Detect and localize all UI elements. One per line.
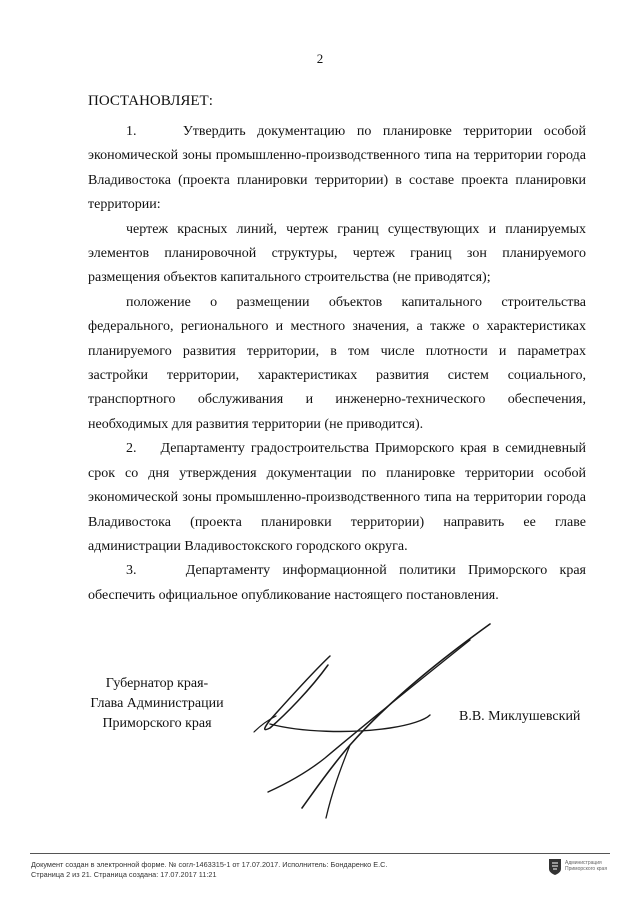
paragraph-1a: чертеж красных линий, чертеж границ существующих и планируемых элементов планировочной структуры, чертеж границ зон планируемого размещения объектов капитального строительства (не приводятся); bbox=[88, 221, 586, 286]
paragraph-1: 1. Утвердить документацию по планировке территории особой экономической зоны промышленно-производственного типа на территории города Владивостока (проекта планировки территории) в составе проекта планировки территории: bbox=[88, 124, 586, 213]
decree-heading: ПОСТАНОВЛЯЕТ: bbox=[88, 93, 213, 109]
signatory-title-line: Глава Администрации bbox=[90, 696, 224, 711]
footer-line: Страница 2 из 21. Страница создана: 17.07.2017 11:21 bbox=[31, 870, 217, 879]
footer-line: Документ создан в электронной форме. № согл-1463315-1 от 17.07.2017. Исполнитель: Бондаренко Е.С. bbox=[31, 860, 388, 869]
signatory-title bbox=[82, 674, 232, 734]
signatory-title-line: Губернатор края- bbox=[105, 676, 209, 691]
page-number: 2 bbox=[316, 51, 324, 66]
decree-body bbox=[88, 120, 586, 608]
coat-of-arms-icon bbox=[548, 858, 562, 876]
handwritten-signature bbox=[240, 620, 500, 830]
paragraph-2: 2. Департаменту градостроительства Приморского края в семидневный срок со дня утверждения документации по планировке территории особой экономической зоны промышленно-производственного типа на территории города Владивостока (проекта планировки территории) направить ее главе администрации Владивостокского городского округа. bbox=[88, 441, 586, 554]
footer-logo-caption: Администрация Приморского края bbox=[565, 860, 608, 872]
paragraph-3: 3. Департаменту информационной политики Приморского края обеспечить официальное опубликование настоящего постановления. bbox=[88, 563, 586, 603]
signer-name: В.В. Миклушевский bbox=[459, 709, 581, 724]
footer-divider bbox=[30, 853, 610, 854]
paragraph-1b: положение о размещении объектов капитального строительства федерального, регионального и местного значения, а также о характеристиках планируемого развития территории, в том числе плотности и параметрах застройки территории, характеристиках развития систем социального, транспортного обслуживания и инженерно-технического обеспечения, необходимых для развития территории (не приводится). bbox=[88, 294, 586, 432]
document-footer bbox=[31, 860, 387, 880]
signatory-title-line: Приморского края bbox=[102, 716, 212, 731]
